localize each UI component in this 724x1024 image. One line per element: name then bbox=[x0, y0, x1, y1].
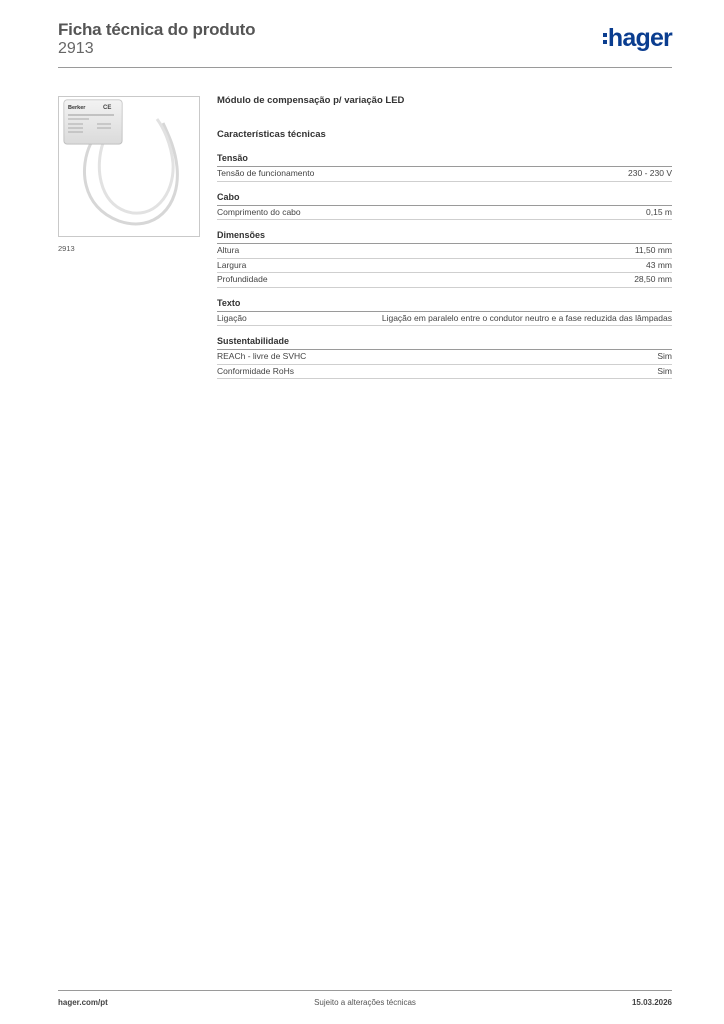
spec-group-dimensoes bbox=[217, 230, 672, 288]
header-divider bbox=[58, 67, 672, 68]
spec-key: Largura bbox=[217, 259, 247, 270]
spec-content bbox=[217, 95, 672, 379]
group-title: Tensão bbox=[217, 153, 672, 167]
footer-divider bbox=[58, 990, 672, 991]
group-title: Dimensões bbox=[217, 230, 672, 244]
spec-value: Sim bbox=[657, 365, 672, 376]
spec-key: Ligação bbox=[217, 312, 247, 323]
footer-website-link[interactable]: hager.com/pt bbox=[58, 998, 108, 1007]
spec-row bbox=[217, 167, 672, 182]
ce-mark: CE bbox=[103, 105, 112, 111]
group-title: Texto bbox=[217, 298, 672, 312]
spec-key: Profundidade bbox=[217, 274, 268, 284]
spec-row bbox=[217, 273, 672, 288]
spec-row bbox=[217, 365, 672, 380]
document-title: Ficha técnica do produto bbox=[58, 20, 256, 39]
device-brand-text: Berker bbox=[68, 105, 86, 111]
spec-value: 28,50 mm bbox=[634, 274, 672, 284]
footer-date: 15.03.2026 bbox=[631, 998, 672, 1007]
spec-value: 0,15 m bbox=[646, 206, 672, 217]
spec-value: Ligação em paralelo entre o condutor neutro e a fase reduzida das lâmpadas bbox=[381, 312, 672, 323]
product-photo-illustration bbox=[59, 97, 199, 236]
page-header bbox=[58, 20, 672, 70]
spec-value: 230 - 230 V bbox=[628, 168, 672, 178]
spec-row bbox=[217, 244, 672, 259]
spec-group-tensao bbox=[217, 153, 672, 182]
spec-row bbox=[217, 312, 672, 327]
logo-wordmark: hager bbox=[607, 24, 672, 52]
spec-value: 11,50 mm bbox=[634, 245, 672, 255]
spec-row bbox=[217, 350, 672, 365]
logo-dots-icon bbox=[603, 32, 607, 46]
page-footer bbox=[58, 998, 672, 1012]
group-title: Cabo bbox=[217, 192, 672, 206]
hager-logo bbox=[603, 26, 672, 51]
product-name: Módulo de compensação p/ variação LED bbox=[217, 95, 405, 106]
product-image bbox=[58, 96, 200, 237]
spec-key: Comprimento do cabo bbox=[217, 206, 301, 217]
footer-note: Sujeito a alterações técnicas bbox=[314, 998, 416, 1007]
spec-key: Conformidade RoHs bbox=[217, 365, 295, 376]
spec-value: 43 mm bbox=[646, 259, 672, 270]
spec-row bbox=[217, 259, 672, 274]
product-code: 2913 bbox=[58, 40, 94, 57]
spec-key: Altura bbox=[217, 245, 240, 255]
spec-group-texto bbox=[217, 298, 672, 327]
spec-key: Tensão de funcionamento bbox=[217, 168, 315, 178]
section-title: Características técnicas bbox=[217, 129, 326, 140]
spec-row bbox=[217, 206, 672, 221]
spec-key: REACh - livre de SVHC bbox=[217, 351, 307, 361]
spec-group-cabo bbox=[217, 192, 672, 221]
image-caption: 2913 bbox=[58, 244, 75, 253]
spec-value: Sim bbox=[657, 351, 672, 361]
group-title: Sustentabilidade bbox=[217, 336, 672, 350]
spec-group-sustentabilidade bbox=[217, 336, 672, 379]
